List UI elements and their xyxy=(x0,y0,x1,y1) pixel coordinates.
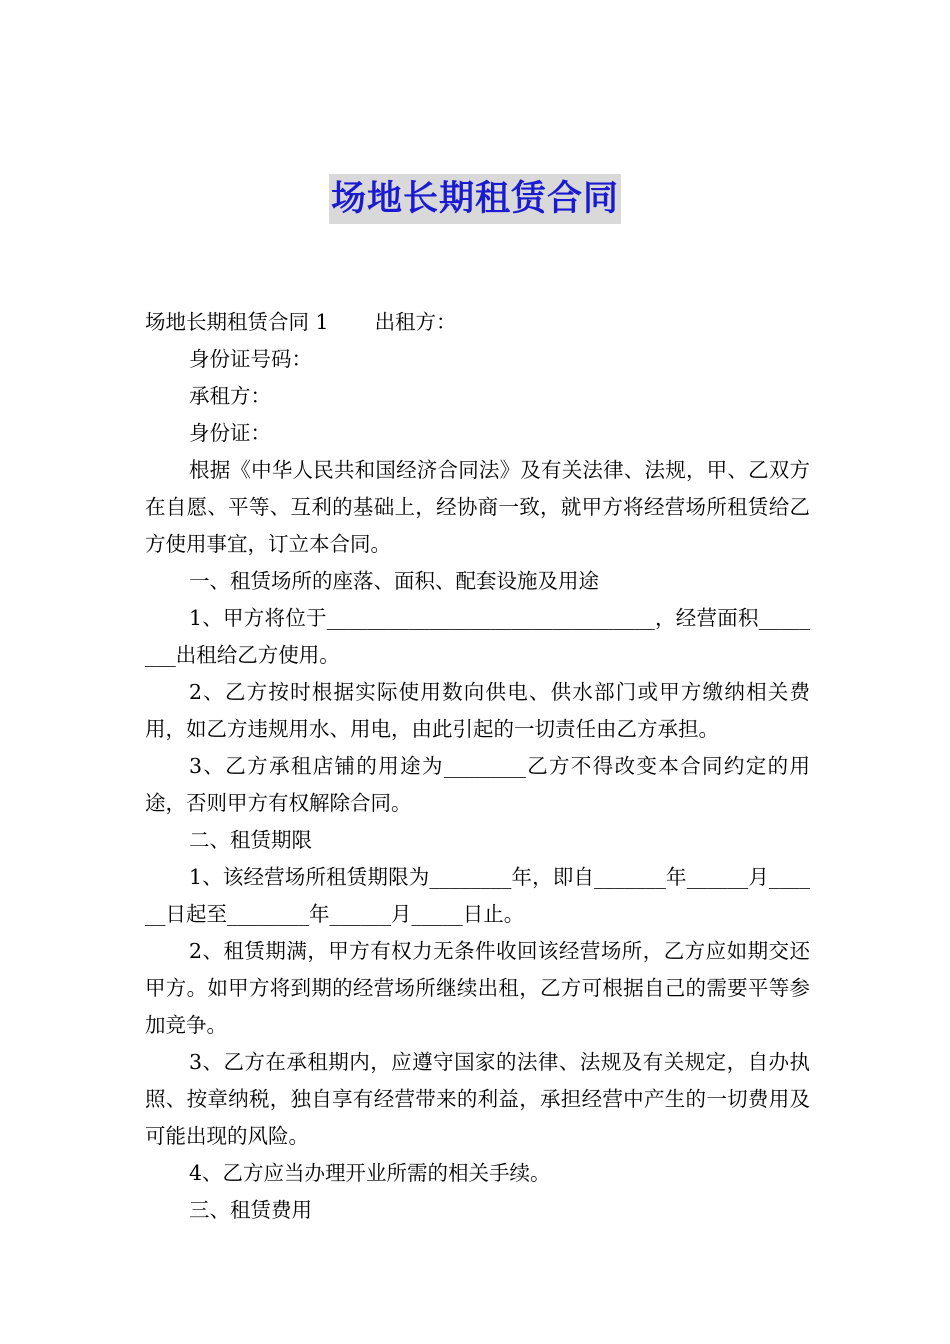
contract-subtitle: 场地长期租赁合同 1 xyxy=(145,310,329,334)
paragraph: 身份证号码： xyxy=(189,347,312,371)
title-wrap xyxy=(0,174,950,224)
paragraph: 身份证： xyxy=(189,421,271,445)
section-heading: 三、租赁费用 xyxy=(189,1198,312,1222)
section-heading: 一、租赁场所的座落、面积、配套设施及用途 xyxy=(189,569,599,593)
paragraph: 2、租赁期满，甲方有权力无条件收回该经营场所，乙方应如期交还甲方。如甲方将到期的经营场所继续出租，乙方可根据自己的需要平等参加竞争。 xyxy=(145,939,810,1037)
paragraph: 1、该经营场所租赁期限为________年，即自_______年______月______日起至________年______月_____日止。 xyxy=(145,865,810,926)
paragraph: 2、乙方按时根据实际使用数向供电、供水部门或甲方缴纳相关费用，如乙方违规用水、用电，由此引起的一切责任由乙方承担。 xyxy=(145,680,810,741)
paragraph: 4、乙方应当办理开业所需的相关手续。 xyxy=(189,1161,551,1185)
section-heading: 二、租赁期限 xyxy=(189,828,312,852)
paragraph: 3、乙方在承租期内，应遵守国家的法律、法规及有关规定，自办执照、按章纳税，独自享有经营带来的利益，承担经营中产生的一切费用及可能出现的风险。 xyxy=(145,1050,810,1148)
paragraph-heading-line xyxy=(145,304,810,341)
paragraph: 承租方： xyxy=(189,384,271,408)
paragraph: 根据《中华人民共和国经济合同法》及有关法律、法规，甲、乙双方在自愿、平等、互利的基础上，经协商一致，就甲方将经营场所租赁给乙方使用事宜，订立本合同。 xyxy=(145,458,810,556)
paragraph: 1、甲方将位于________________________________，经营面积________出租给乙方使用。 xyxy=(145,606,810,667)
document-body xyxy=(145,304,810,1229)
lessor-label: 出租方： xyxy=(374,310,457,334)
document-title: 场地长期租赁合同 xyxy=(329,174,621,224)
paragraph: 3、乙方承租店铺的用途为________乙方不得改变本合同约定的用途，否则甲方有权解除合同。 xyxy=(145,754,810,815)
